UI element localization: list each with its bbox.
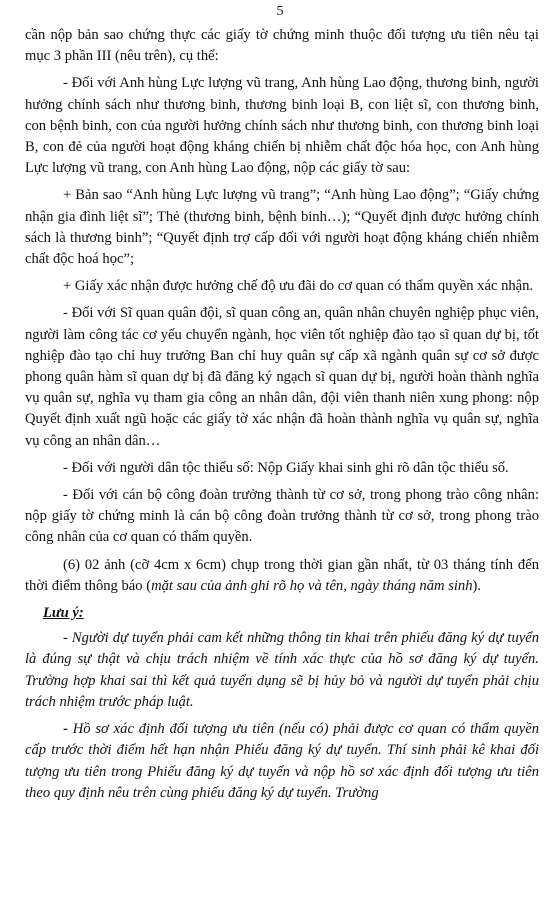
paragraph-ethnic-minority: - Đối với người dân tộc thiểu số: Nộp Giấy khai sinh ghi rõ dân tộc thiểu số. bbox=[63, 459, 509, 476]
paragraph-officers: - Đối với Sĩ quan quân đội, sĩ quan công an, quân nhân chuyên nghiệp phục viên, người làm công tác cơ yếu chuyển ngành, học viên tốt nghiệp đào tạo sĩ quan dự bị, tốt nghiệp đào tạo chỉ huy trưởng Ban chỉ huy quân sự cấp xã ngành quân sự cơ sở được phong quân hàm sĩ quan dự bị đã đăng ký ngạch sĩ quan dự bị, người hoàn thành nghĩa vụ quân sự, nghĩa vụ tham gia công an nhân dân, đội viên thanh niên xung phong: nộp Quyết định xuất ngũ hoặc các giấy tờ xác nhận đã hoàn thành nghĩa vụ quân sự, nghĩa vụ công an nhân dân… bbox=[25, 305, 539, 449]
paragraph-intro: cần nộp bản sao chứng thực các giấy tờ chứng minh thuộc đối tượng ưu tiên nêu tại mục 3 phần III (nêu trên), cụ thể: bbox=[25, 27, 539, 65]
paragraph-photos bbox=[25, 555, 539, 597]
note-dash: - bbox=[63, 721, 68, 738]
paragraph-heroes-veterans: - Đối với Anh hùng Lực lượng vũ trang, Anh hùng Lao động, thương binh, người hưởng chính sách như thương binh, thương binh loại B, con liệt sĩ, con thương binh, con bệnh binh, con của người hưởng chính sách như thương binh, con thương binh loại B, con đẻ của người hoạt động kháng chiến bị nhiễm chất độc hóa học, con Anh hùng Lực lượng vũ trang, con Anh hùng Lao động, nộp các giấy tờ sau: bbox=[25, 75, 539, 177]
page-number: 5 bbox=[276, 4, 284, 19]
photos-note: mặt sau của ảnh ghi rõ họ và tên, ngày tháng năm sinh bbox=[151, 577, 473, 594]
note-commitment: - Người dự tuyển phải cam kết những thông tin khai trên phiếu đăng ký dự tuyển là đúng sự thật và chịu trách nhiệm về tính xác thực của hồ sơ đăng ký dự tuyển. Trường hợp khai sai thì kết quả tuyển dụng sẽ bị hủy bỏ và người dự tuyển phải chịu trách nhiệm trước pháp luật. bbox=[25, 630, 539, 710]
note-priority-docs bbox=[25, 719, 539, 804]
paragraph-copies-list: + Bản sao “Anh hùng Lực lượng vũ trang”; “Anh hùng Lao động”; “Giấy chứng nhận gia đình liệt sĩ”; Thẻ (thương binh, bệnh binh…); “Quyết định được hưởng chính sách là thương binh”; “Quyết định trợ cấp đối với người hoạt động kháng chiến nhiễm chất độc hoá học”; bbox=[25, 187, 539, 268]
paragraph-confirmation: + Giấy xác nhận được hưởng chế độ ưu đãi do cơ quan có thẩm quyền xác nhận. bbox=[63, 278, 534, 295]
paragraph-union-cadre: - Đối với cán bộ công đoàn trưởng thành từ cơ sở, trong phong trào công nhân: nộp giấy tờ chứng minh là cán bộ công đoàn trưởng thành từ cơ sở, trong phong trào công nhân của cơ quan có thẩm quyền. bbox=[25, 487, 539, 546]
note-title: Lưu ý: bbox=[43, 605, 84, 622]
photos-text: (6) 02 ảnh (cỡ 4cm x 6cm) chụp trong thời gian gần nhất, từ 03 tháng tính đến thời điểm thông báo ( bbox=[25, 556, 539, 594]
note-priority-text: Hồ sơ xác định đối tượng ưu tiên (nếu có) phải được cơ quan có thẩm quyền cấp trước thời điểm hết hạn nhận Phiếu đăng ký dự tuyển. Thí sinh phải kê khai đối tượng ưu tiên trong Phiếu đăng ký dự tuyển và nộp hồ sơ xác định đối tượng ưu tiên theo quy định nêu trên cùng phiếu đăng ký dự tuyển. Trường bbox=[25, 721, 539, 801]
document-body bbox=[25, 25, 539, 810]
photos-end: ). bbox=[472, 577, 482, 594]
